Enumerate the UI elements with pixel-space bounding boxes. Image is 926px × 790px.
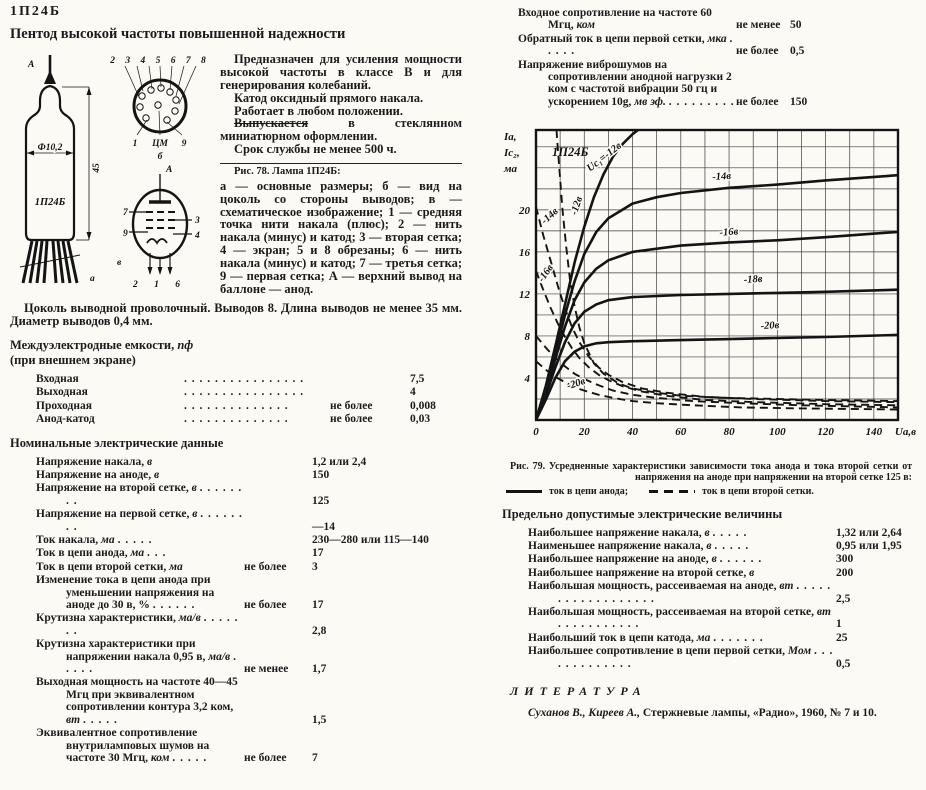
- parameter-row: [36, 727, 462, 764]
- parameter-value: 1,5: [312, 713, 327, 726]
- svg-text:0: 0: [533, 426, 539, 439]
- dot-leader: . . . . . . . . . . . . . .: [184, 413, 289, 426]
- parameter-unit: ма: [130, 547, 145, 560]
- parameter-label: Напряжение на первой сетке, в . . . . . . . .: [36, 508, 243, 533]
- tube-bulb-outline: [26, 86, 74, 240]
- svg-text:-18в: -18в: [743, 274, 763, 287]
- tube-schematic-drawing: [105, 161, 216, 289]
- parameter-value: 17: [312, 547, 324, 560]
- parameter-unit: в: [711, 553, 717, 566]
- parameter-label: Ток накала, ма . . . . .: [36, 534, 153, 546]
- left-column: [10, 4, 462, 765]
- capacitance-heading-unit: пф: [177, 337, 194, 352]
- parameter-row: [36, 508, 462, 533]
- socket-circle: [134, 80, 186, 132]
- svg-text:Iс₂,: Iс₂,: [504, 147, 520, 160]
- parameter-unit: вт: [779, 580, 794, 593]
- parameter-value: 300: [836, 553, 854, 566]
- parameter-label: Напряжение на второй сетке, в . . . . . . . .: [36, 482, 243, 507]
- intro-paragraph: Предназначен для усиления мощности высокой частоты в классе В и для генерирования колебаний.: [220, 52, 462, 92]
- parameter-label: Наибольшее напряжение накала, в . . . . .: [528, 526, 748, 539]
- figure-78-drawings: [10, 53, 216, 296]
- parameter-unit: в: [192, 508, 198, 521]
- right-column: [502, 6, 920, 719]
- socket-cm-label: ЦМ: [152, 139, 168, 149]
- parameter-unit: в: [191, 482, 197, 495]
- svg-text:-20в: -20в: [565, 376, 587, 393]
- parameter-value: 150: [790, 95, 808, 108]
- parameter-label: Обратный ток в цепи первой сетки, мка . . . . .: [518, 32, 734, 58]
- dot-leader: . . . . .: [712, 526, 748, 539]
- parameter-label: Напряжение накала, в: [36, 455, 153, 468]
- svg-text:60: 60: [675, 426, 687, 439]
- parameter-row: [36, 561, 462, 573]
- tube-diameter-label: Ф10,2: [37, 143, 63, 153]
- parameter-row: [518, 59, 920, 109]
- tube-model-label: 1П24Б: [34, 197, 66, 208]
- svg-text:-14в: -14в: [711, 171, 732, 184]
- capacitance-row: [36, 373, 462, 385]
- parameter-row: [518, 7, 920, 32]
- dot-leader: . . . . . . . . . . . . . .: [184, 399, 289, 412]
- svg-text:40: 40: [627, 426, 639, 439]
- svg-text:100: 100: [769, 426, 786, 439]
- parameter-row: [36, 456, 462, 468]
- parameter-value: 7: [312, 751, 318, 764]
- legend-dashed-line-sample: [649, 490, 695, 493]
- svg-text:16: 16: [519, 247, 530, 260]
- intro-paragraph: Выпускается в стеклянном миниатюрном оформлении.: [220, 116, 462, 144]
- dot-leader: . . . . . . .: [713, 631, 764, 644]
- parameter-unit: вт: [66, 713, 81, 726]
- svg-text:80: 80: [723, 426, 735, 439]
- parameter-row: [36, 676, 462, 726]
- limits-heading: Предельно допустимые электрические величины: [502, 506, 783, 521]
- socket-top-pin-numbers: 2 3 4 5 6 7 8: [110, 56, 210, 66]
- svg-text:120: 120: [817, 426, 834, 439]
- schem-grids: [146, 212, 175, 228]
- parameter-label: Наибольшее напряжение на второй сетке, в: [528, 566, 755, 579]
- schem-pin3-label: 3: [195, 216, 200, 226]
- schem-lead-arrows: [148, 267, 173, 275]
- svg-text:Iа,: Iа,: [504, 131, 517, 144]
- base-description-paragraph: Цоколь выводной проволочный. Выводов 8. Длина выводов не менее 35 мм. Диаметр выводов 0,4 мм.: [10, 300, 462, 328]
- svg-text:Uа,в: Uа,в: [894, 426, 916, 439]
- dot-leader: . . . . .: [172, 751, 208, 764]
- parameter-condition: не менее: [244, 663, 289, 676]
- parameter-label: Наибольшее сопротивление в цепи первой сетки, Мом . . . . . . . . . . . . .: [528, 645, 834, 670]
- parameter-unit: Мом: [787, 645, 812, 658]
- parameter-label: Наибольшая мощность, рассеиваемая на аноде, вт . . . . . . . . . . . . . . . . . .: [528, 580, 832, 605]
- literature-reference: Стержневые лампы, «Радио», 1960, № 7 и 10.: [640, 707, 877, 720]
- capacitance-row: [36, 386, 462, 398]
- parameter-label: Напряжение виброшумов на сопротивлении анодной нагрузки 2 ком с частотой вибрации 50 гц и ускорением 10g, мв эф. . . . . . . . . .: [518, 58, 735, 108]
- dot-leader: . . . . . . . . . . . . . . . .: [184, 372, 305, 385]
- parameter-unit: мка: [707, 32, 727, 45]
- dot-leader: . . . . . . . . . . .: [558, 618, 640, 631]
- svg-text:20: 20: [578, 426, 590, 439]
- parameter-row: [36, 547, 462, 559]
- parameter-value: 1,7: [312, 663, 327, 676]
- parameter-row: [36, 612, 462, 637]
- parameter-unit: ком: [150, 751, 170, 764]
- parameter-label: Входное сопротивление на частоте 60 Мгц, ком: [518, 7, 712, 32]
- parameter-unit: в: [146, 455, 153, 468]
- literature-authors: Суханов В., Киреев А.,: [528, 707, 641, 720]
- tube-anode-tip: [44, 70, 56, 84]
- limit-row: [528, 527, 920, 539]
- subfig-v-label: в: [117, 258, 122, 268]
- svg-text:20: 20: [519, 205, 530, 218]
- schem-pin4-label: 4: [195, 231, 200, 241]
- dot-leader: . . . . .: [548, 32, 734, 58]
- parameter-row: [36, 534, 462, 546]
- parameter-value: 1,2 или 2,4: [312, 455, 367, 468]
- svg-text:ма: ма: [504, 163, 518, 176]
- parameter-condition: не более: [736, 45, 779, 58]
- figure-78-block: [10, 53, 462, 296]
- figure-79-legend: [506, 486, 920, 497]
- socket-pin9-label: 9: [181, 139, 187, 149]
- parameter-row: [36, 482, 462, 507]
- parameter-value: 2,5: [836, 592, 851, 605]
- parameter-value: 0,5: [836, 657, 851, 670]
- dot-leader: . . . . . . . . . . . . . . . . . .: [558, 580, 832, 605]
- limit-row: [528, 632, 920, 644]
- parameter-value: 200: [836, 566, 854, 579]
- parameter-unit: мв эф.: [634, 95, 666, 108]
- legend-dashed-label: ток в цепи второй сетки.: [702, 485, 814, 497]
- parameter-label: Наибольшая мощность, рассеиваемая на второй сетке, вт . . . . . . . . . . .: [528, 606, 831, 631]
- parameter-unit: в: [706, 540, 712, 553]
- tube-outline-drawing: [10, 53, 105, 289]
- dot-leader: . . . . . . . . . . . . . . . .: [184, 386, 305, 399]
- figure-79-caption: Рис. 79. Усредненные характеристики зависимости тока анода и тока второй сетки от напряжения на аноде при напряжении на второй сетке 125 в:: [510, 461, 912, 484]
- parameter-value: 25: [836, 631, 848, 644]
- socket-schematic-column: [105, 53, 216, 296]
- parameter-value: 1: [836, 618, 842, 631]
- parameter-unit: ма/в: [178, 612, 201, 625]
- parameter-row: [36, 638, 462, 675]
- capacitance-row: [36, 413, 462, 425]
- parameter-label: Выходная: [36, 386, 88, 399]
- parameter-value: 0,008: [410, 399, 436, 412]
- nominal-heading: Номинальные электрические данные: [10, 435, 224, 450]
- svg-text:Uс₁=-12в: Uс₁=-12в: [585, 140, 624, 175]
- tube-leads: [23, 241, 77, 283]
- svg-text:12: 12: [519, 289, 530, 302]
- parameter-value: 0,95 или 1,95: [836, 540, 902, 553]
- parameter-value: 2,8: [312, 624, 327, 637]
- figure-79-chart-wrap: [502, 118, 920, 455]
- caption-rule: [220, 163, 462, 164]
- dot-leader: . . . . .: [82, 713, 118, 726]
- intro-paragraph: Работает в любом положении.: [234, 103, 404, 118]
- parameter-condition: не более: [244, 560, 287, 573]
- parameter-value: 125: [312, 494, 330, 507]
- legend-solid-label: ток в цепи анода;: [549, 485, 629, 497]
- limit-row: [528, 606, 920, 631]
- limit-row: [528, 645, 920, 670]
- schem-pin7-label: 7: [123, 208, 128, 218]
- svg-text:-16в: -16в: [536, 263, 556, 285]
- parameter-row: [518, 33, 920, 58]
- parameter-label: Наибольшее напряжение на аноде, в . . . . . .: [528, 553, 763, 566]
- tube-height-label: 45: [92, 163, 102, 173]
- parameter-label: Проходная: [36, 399, 92, 412]
- parameter-condition: не менее: [736, 19, 781, 32]
- limit-row: [528, 553, 920, 565]
- limit-row: [528, 567, 920, 579]
- dim-arrow-right: [66, 151, 73, 156]
- dim-arrow-down: [87, 232, 92, 240]
- capacitance-subheading: (при внешнем экране): [10, 352, 136, 367]
- dot-leader: . . . . . . . . . . . . .: [558, 645, 834, 670]
- dot-leader: . . . . .: [714, 540, 750, 553]
- literature-heading: ЛИТЕРАТУРА: [510, 684, 647, 699]
- figure-78-caption-body: а — основные размеры; б — вид на цоколь со стороны выводов; в — схематическое изображение; 1 — средняя точка нити накала (плюс); 2 — нить накала (минус) и катод; 3 — вторая сетка; 4 — экран; 5 и 8 обрезаны; 6 — нить накала (минус) и катод; 7 — третья сетка; 9 — первая сетка; А — верхний вывод на баллоне — анод.: [220, 178, 462, 296]
- parameter-label: Напряжение на аноде, в: [36, 468, 160, 481]
- parameter-unit: ма: [101, 534, 115, 546]
- svg-text:1П24Б: 1П24Б: [552, 145, 589, 160]
- capacitance-heading: Междуэлектродные емкости, пф (при внешнем экране): [10, 337, 194, 367]
- schem-bottom-pins-label: 2 1 6: [133, 280, 187, 289]
- dot-leader: . . . . . .: [719, 553, 763, 566]
- struck-word: Выпускается: [234, 116, 309, 131]
- socket-pin1-label: 1: [132, 139, 138, 149]
- nominal-parameters-list: [10, 456, 462, 765]
- svg-text:-16в: -16в: [719, 226, 739, 239]
- dot-leader: . . . . .: [66, 650, 237, 676]
- parameter-value: 1,32 или 2,64: [836, 526, 902, 539]
- schem-filament: [147, 239, 167, 243]
- page-title: Пентод высокой частоты повышенной надежности: [10, 26, 346, 42]
- parameter-unit: ма: [696, 631, 711, 644]
- schem-pin9-label: 9: [123, 229, 128, 239]
- capacitance-list: [10, 373, 462, 426]
- figure-78-caption: [220, 167, 462, 296]
- anode-characteristics-chart: [502, 118, 918, 450]
- limit-row: [528, 580, 920, 605]
- parameter-row: [36, 574, 462, 611]
- parameter-condition: не более: [330, 399, 373, 412]
- parameter-value: 230—280 или 115—140: [312, 534, 429, 546]
- dot-leader: . . .: [146, 547, 167, 560]
- parameter-condition: не более: [736, 95, 779, 108]
- parameter-label: Изменение тока в цепи анода при уменьшении напряжения на аноде до 30 в, % . . . . . .: [36, 574, 215, 612]
- limits-list: [502, 527, 920, 670]
- parameter-label: Крутизна характеристики при напряжении накала 0,95 в, ма/в . . . . .: [36, 638, 237, 676]
- parameter-value: 17: [312, 599, 324, 612]
- parameter-condition: не более: [244, 751, 287, 764]
- literature-entry: [528, 707, 920, 719]
- figure-78-caption-title: Рис. 78. Лампа 1П24Б:: [234, 166, 341, 177]
- parameter-unit: ма/в: [208, 650, 231, 663]
- parameter-value: 3: [312, 560, 318, 573]
- svg-text:4: 4: [524, 373, 530, 386]
- svg-text:-12в: -12в: [568, 195, 586, 217]
- dot-leader: . . . . . .: [152, 599, 196, 612]
- parameter-label: Крутизна характеристики, ма/в . . . . . . .: [36, 612, 239, 637]
- parameter-label: Ток в цепи анода, ма . . .: [36, 547, 167, 560]
- limit-row: [528, 540, 920, 552]
- subfig-a-label: а: [90, 274, 95, 284]
- parameter-value: 4: [410, 386, 416, 399]
- parameter-label: Ток в цепи второй сетки, ма: [36, 560, 183, 573]
- dot-leader: . . . . .: [117, 534, 153, 546]
- dot-leader: . . . . . . . .: [66, 508, 243, 533]
- subfig-b-label: б: [157, 152, 163, 161]
- parameter-label: Наименьшее напряжение накала, в . . . . .: [528, 540, 750, 553]
- page-header-model: 1П24Б: [10, 4, 62, 19]
- parameter-value: 50: [790, 19, 802, 32]
- parameter-unit: в: [704, 526, 710, 539]
- dim-arrow-up: [87, 87, 92, 95]
- parameter-condition: не более: [244, 599, 287, 612]
- capacitance-row: [36, 400, 462, 412]
- legend-solid-line-sample: [506, 490, 542, 493]
- intro-paragraph: Срок службы не менее 500 ч.: [234, 142, 397, 157]
- parameter-label: Входная: [36, 372, 79, 385]
- parameter-unit: в: [154, 468, 160, 481]
- dim-arrow-left: [27, 151, 34, 156]
- intro-paragraph: Катод оксидный прямого накала.: [234, 90, 424, 105]
- socket-pinout-drawing: [105, 53, 216, 161]
- dot-leader: . . . . . . . . .: [668, 95, 735, 108]
- dot-leader: . . . . . . . .: [66, 482, 243, 507]
- svg-text:140: 140: [865, 426, 883, 439]
- parameter-condition: не более: [330, 413, 373, 426]
- schem-anode-label: А: [166, 165, 173, 175]
- svg-text:-14в: -14в: [539, 206, 561, 228]
- parameter-label: Выходная мощность на частоте 40—45 Мгц при эквивалентном сопротивлении контура 3,2 ком, вт . . . . .: [36, 676, 238, 726]
- parameter-value: —14: [312, 520, 335, 533]
- parameter-row: [36, 469, 462, 481]
- parameter-value: 150: [312, 468, 330, 481]
- parameter-unit: ма: [169, 560, 183, 573]
- parameter-label: Наибольший ток в цепи катода, ма . . . . . . .: [528, 631, 764, 644]
- parameter-unit: в: [749, 566, 755, 579]
- tube-anode-label: А: [28, 60, 35, 70]
- svg-text:8: 8: [524, 331, 530, 344]
- svg-text:-20в: -20в: [760, 320, 780, 333]
- parameter-label: Анод-катод: [36, 413, 95, 426]
- parameter-value: 7,5: [410, 372, 425, 385]
- parameter-unit: ком: [576, 19, 596, 32]
- dot-leader: . . . . . . .: [66, 612, 239, 637]
- parameter-label: Эквивалентное сопротивление внутриламповых шумов на частоте 30 Мгц, ком . . . . .: [36, 727, 210, 764]
- parameter-unit: вт: [816, 606, 831, 619]
- parameter-value: 0,03: [410, 413, 431, 426]
- intro-text: [220, 53, 462, 296]
- parameter-value: 0,5: [790, 45, 805, 58]
- continued-parameters-list: [502, 7, 920, 108]
